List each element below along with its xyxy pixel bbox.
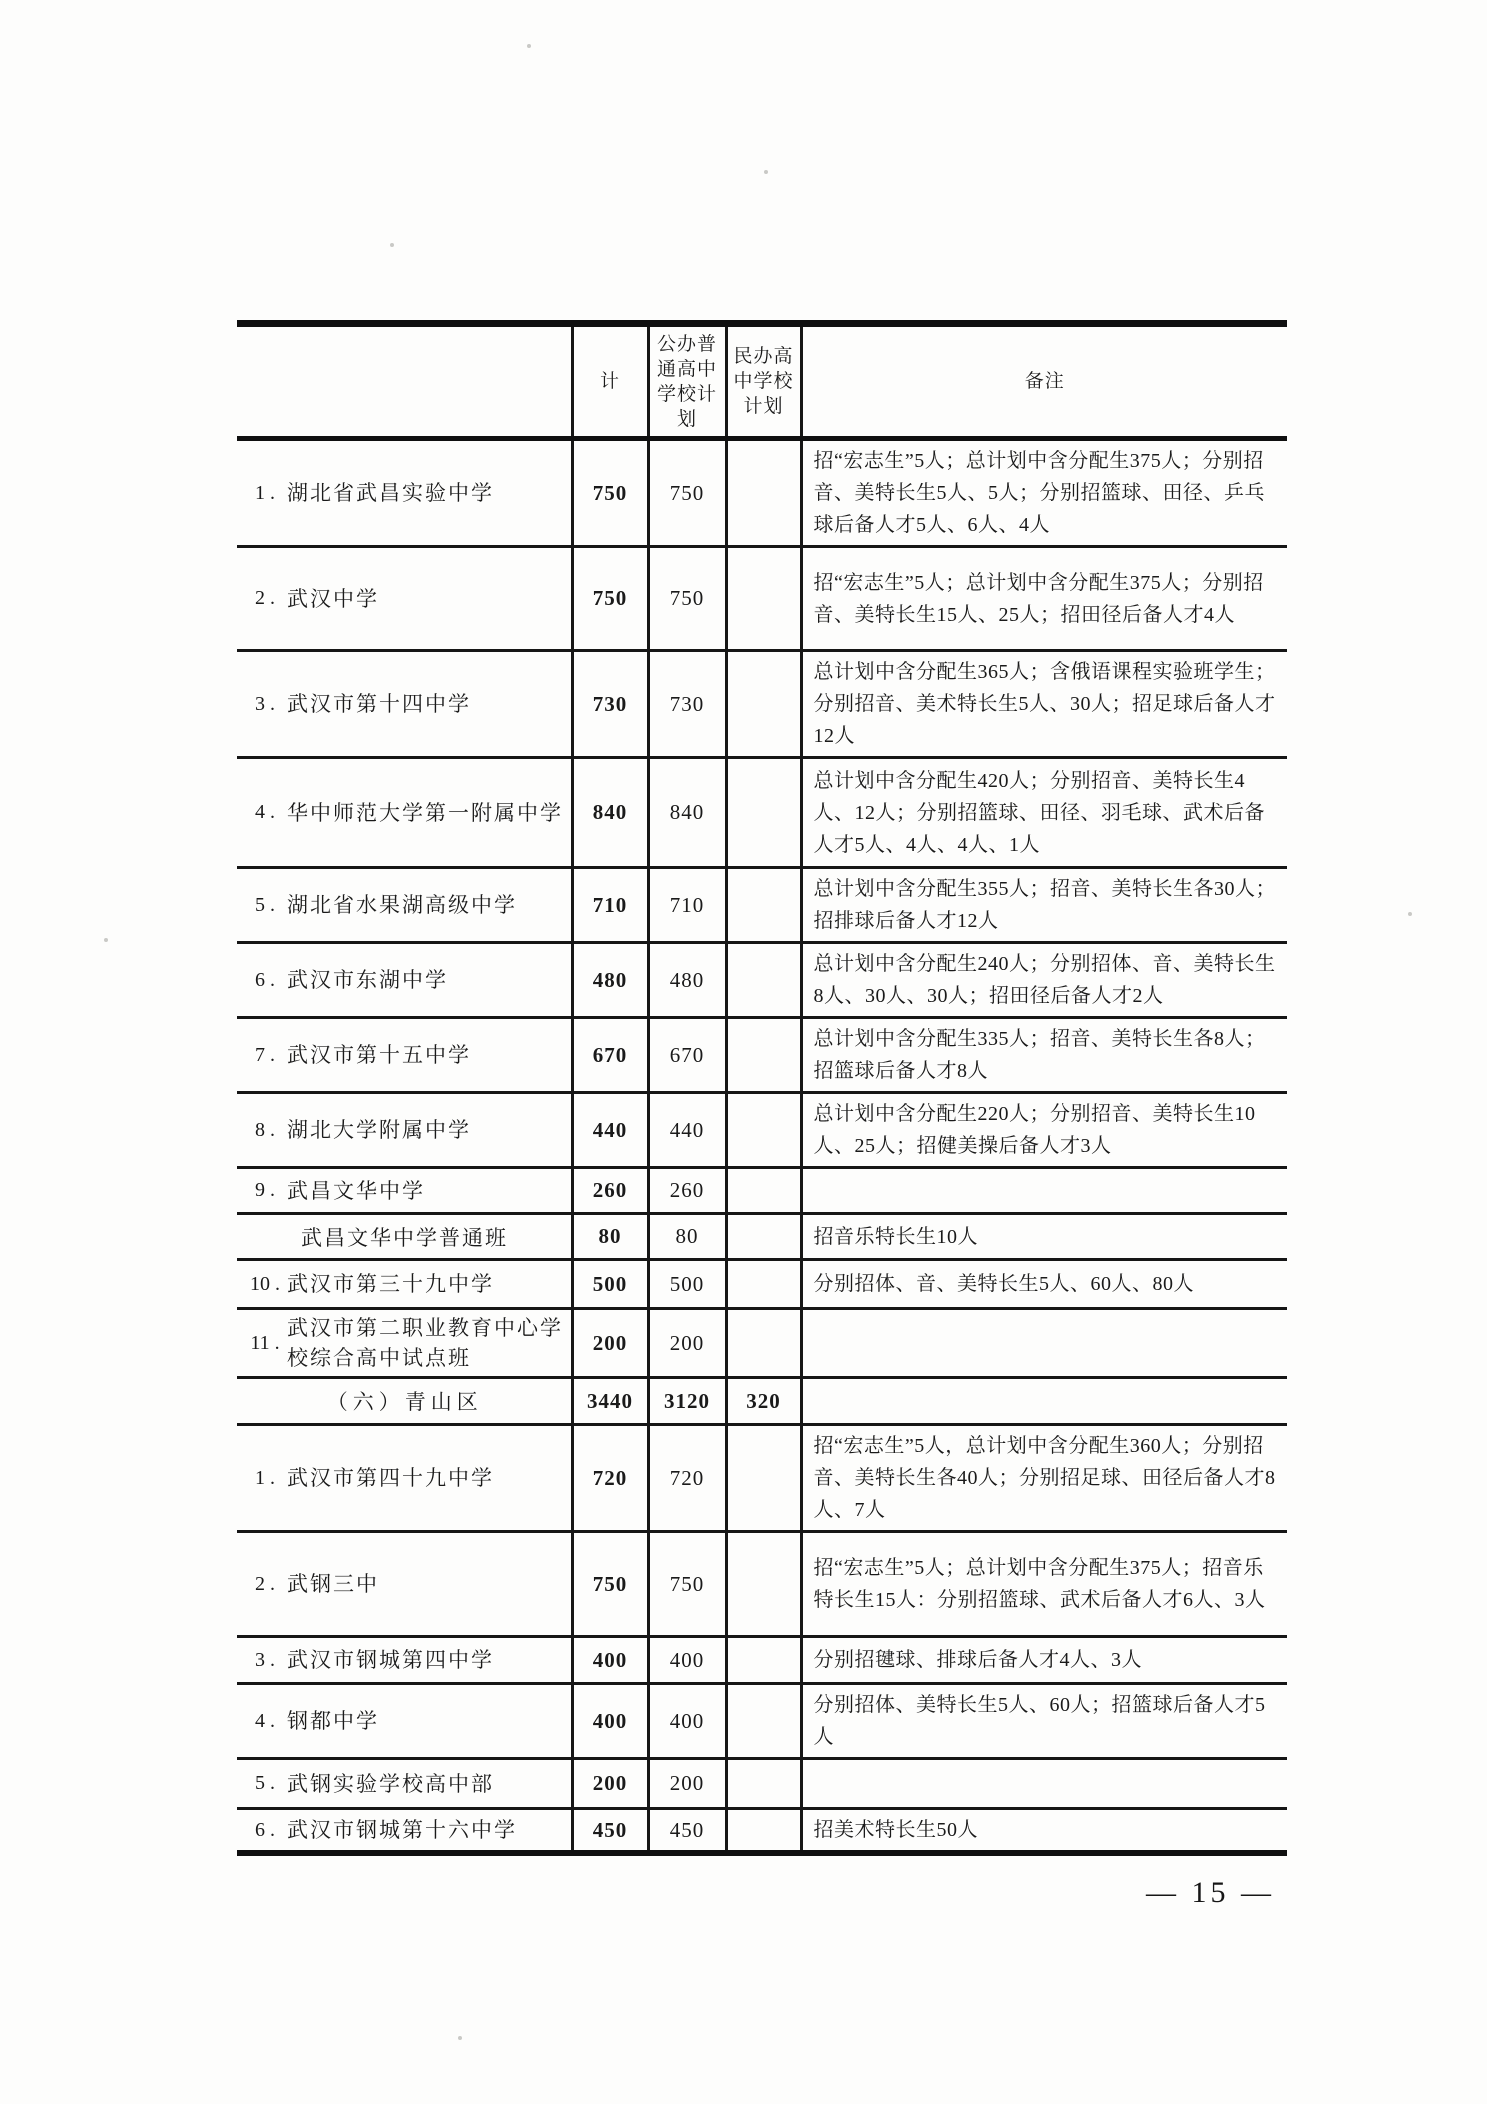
school-row <box>237 868 1287 943</box>
school-name-cell <box>237 1759 572 1809</box>
row-number: 10 . <box>250 1272 280 1295</box>
remark-cell: 总计划中含分配生220人；分别招音、美特长生10人、25人；招健美操后备人才3人 <box>801 1093 1287 1168</box>
total-cell: 710 <box>572 868 648 943</box>
school-name-cell <box>237 547 572 651</box>
school-name: 武汉市东湖中学 <box>287 968 448 992</box>
school-name: 武汉市钢城第十六中学 <box>287 1818 517 1842</box>
school-name: 武钢实验学校高中部 <box>287 1771 494 1796</box>
header-public-plan: 公办普通高中学校计划 <box>648 324 726 439</box>
school-name: 华中师范大学第一附属中学 <box>287 800 563 825</box>
row-number: 2 . <box>255 587 275 609</box>
school-name-cell <box>237 758 572 868</box>
school-row <box>237 1637 1287 1684</box>
private-plan-cell <box>726 1214 801 1260</box>
school-name-cell <box>237 1532 572 1637</box>
remark-cell: 招“宏志生”5人；总计划中含分配生375人；分别招音、美特长生5人、5人；分别招篮球、田径、乒乓球后备人才5人、6人、4人 <box>801 439 1287 547</box>
school-name: 武汉市第四十九中学 <box>287 1466 494 1490</box>
district-name-cell: （六）青山区 <box>237 1378 572 1425</box>
row-number: 8 . <box>255 1118 275 1141</box>
total-cell: 440 <box>572 1093 648 1168</box>
public-plan-cell: 440 <box>648 1093 726 1168</box>
total-cell: 750 <box>572 439 648 547</box>
school-row <box>237 758 1287 868</box>
scan-speck <box>104 938 108 942</box>
public-plan-cell: 750 <box>648 439 726 547</box>
school-row <box>237 1759 1287 1809</box>
total-cell: 400 <box>572 1684 648 1759</box>
remark-cell: 总计划中含分配生365人；含俄语课程实验班学生；分别招音、美术特长生5人、30人；招足球后备人才12人 <box>801 651 1287 758</box>
school-row <box>237 943 1287 1018</box>
remark-cell <box>801 1378 1287 1425</box>
scan-speck <box>458 2036 462 2040</box>
school-name: 湖北大学附属中学 <box>287 1118 471 1142</box>
header-total: 计 <box>572 324 648 439</box>
private-plan-cell <box>726 1309 801 1378</box>
school-row <box>237 1309 1287 1378</box>
school-name-cell <box>237 1425 572 1532</box>
remark-cell <box>801 1309 1287 1378</box>
school-row <box>237 1214 1287 1260</box>
school-name: 湖北省武昌实验中学 <box>287 481 494 505</box>
remark-cell: 总计划中含分配生240人；分别招体、音、美特长生8人、30人、30人；招田径后备人才2人 <box>801 943 1287 1018</box>
school-name: 武汉市第十五中学 <box>287 1043 471 1067</box>
row-number: 6 . <box>255 968 275 991</box>
row-number: 4 . <box>255 1709 275 1732</box>
remark-cell: 总计划中含分配生335人；招音、美特长生各8人；招篮球后备人才8人 <box>801 1018 1287 1093</box>
public-plan-cell: 3120 <box>648 1378 726 1425</box>
total-cell: 840 <box>572 758 648 868</box>
private-plan-cell <box>726 1684 801 1759</box>
remark-cell <box>801 1168 1287 1214</box>
remark-cell: 分别招体、音、美特长生5人、60人、80人 <box>801 1260 1287 1309</box>
page-number: — 15 — <box>1146 1876 1275 1909</box>
public-plan-cell: 840 <box>648 758 726 868</box>
private-plan-cell <box>726 1093 801 1168</box>
table-header-row <box>237 324 1287 439</box>
school-name-cell <box>237 1809 572 1854</box>
school-row <box>237 1532 1287 1637</box>
scan-speck <box>390 243 394 247</box>
public-plan-cell: 720 <box>648 1425 726 1532</box>
private-plan-cell <box>726 868 801 943</box>
remark-cell: 总计划中含分配生420人；分别招音、美特长生4人、12人；分别招篮球、田径、羽毛球、武术后备人才5人、4人、4人、1人 <box>801 758 1287 868</box>
total-cell: 200 <box>572 1309 648 1378</box>
header-remark: 备注 <box>801 324 1287 439</box>
private-plan-cell <box>726 1759 801 1809</box>
private-plan-cell <box>726 758 801 868</box>
total-cell: 750 <box>572 1532 648 1637</box>
school-name: 武汉市第三十九中学 <box>287 1272 494 1296</box>
school-name-cell <box>237 1168 572 1214</box>
public-plan-cell: 750 <box>648 547 726 651</box>
private-plan-cell: 320 <box>726 1378 801 1425</box>
row-number: 3 . <box>255 692 275 715</box>
school-name-cell <box>237 439 572 547</box>
remark-cell: 分别招毽球、排球后备人才4人、3人 <box>801 1637 1287 1684</box>
public-plan-cell: 80 <box>648 1214 726 1260</box>
row-number: 6 . <box>255 1818 275 1841</box>
school-name-cell <box>237 1018 572 1093</box>
school-row <box>237 1018 1287 1093</box>
school-name: 湖北省水果湖高级中学 <box>287 893 517 917</box>
public-plan-cell: 730 <box>648 651 726 758</box>
header-school-name <box>237 324 572 439</box>
total-cell: 730 <box>572 651 648 758</box>
remark-cell: 招“宏志生”5人；总计划中含分配生375人；分别招音、美特长生15人、25人；招田径后备人才4人 <box>801 547 1287 651</box>
total-cell: 200 <box>572 1759 648 1809</box>
public-plan-cell: 710 <box>648 868 726 943</box>
school-name: 武汉市第二职业教育中心学校综合高中试点班 <box>287 1316 563 1370</box>
school-name-cell <box>237 1093 572 1168</box>
row-number: 7 . <box>255 1043 275 1066</box>
school-name-cell <box>237 943 572 1018</box>
school-row <box>237 1168 1287 1214</box>
school-name: 武汉市第十四中学 <box>287 692 471 716</box>
public-plan-cell: 260 <box>648 1168 726 1214</box>
school-name: 武汉中学 <box>287 586 379 611</box>
school-name: 武汉市钢城第四中学 <box>287 1648 494 1672</box>
row-number: 1 . <box>255 481 275 504</box>
school-name-cell <box>237 868 572 943</box>
school-name-cell: 武昌文华中学普通班 <box>237 1214 572 1260</box>
remark-cell: 招“宏志生”5人；总计划中含分配生375人；招音乐特长生15人：分别招篮球、武术后备人才6人、3人 <box>801 1532 1287 1637</box>
school-row <box>237 1425 1287 1532</box>
private-plan-cell <box>726 651 801 758</box>
remark-cell: 招美术特长生50人 <box>801 1809 1287 1854</box>
total-cell: 480 <box>572 943 648 1018</box>
school-row <box>237 1684 1287 1759</box>
private-plan-cell <box>726 1532 801 1637</box>
remark-cell: 招“宏志生”5人，总计划中含分配生360人；分别招音、美特长生各40人；分别招足球、田径后备人才8人、7人 <box>801 1425 1287 1532</box>
school-row <box>237 651 1287 758</box>
row-number: 5 . <box>255 893 275 916</box>
scan-speck <box>527 44 531 48</box>
school-row <box>237 1809 1287 1854</box>
private-plan-cell <box>726 1018 801 1093</box>
row-number: 3 . <box>255 1648 275 1671</box>
row-number: 2 . <box>255 1572 275 1595</box>
school-name: 武钢三中 <box>287 1572 379 1596</box>
total-cell: 400 <box>572 1637 648 1684</box>
public-plan-cell: 200 <box>648 1309 726 1378</box>
school-name-cell <box>237 651 572 758</box>
total-cell: 3440 <box>572 1378 648 1425</box>
private-plan-cell <box>726 1425 801 1532</box>
school-name-cell <box>237 1260 572 1309</box>
total-cell: 720 <box>572 1425 648 1532</box>
public-plan-cell: 400 <box>648 1637 726 1684</box>
public-plan-cell: 400 <box>648 1684 726 1759</box>
scan-speck <box>1408 912 1412 916</box>
school-row <box>237 439 1287 547</box>
enrollment-table <box>237 320 1287 1856</box>
total-cell: 260 <box>572 1168 648 1214</box>
private-plan-cell <box>726 1637 801 1684</box>
remark-cell: 总计划中含分配生355人；招音、美特长生各30人；招排球后备人才12人 <box>801 868 1287 943</box>
row-number: 4 . <box>255 801 275 823</box>
school-row <box>237 1093 1287 1168</box>
public-plan-cell: 500 <box>648 1260 726 1309</box>
row-number: 1 . <box>255 1466 275 1489</box>
private-plan-cell <box>726 1168 801 1214</box>
total-cell: 80 <box>572 1214 648 1260</box>
row-number: 9 . <box>255 1179 275 1201</box>
total-cell: 500 <box>572 1260 648 1309</box>
remark-cell: 分别招体、美特长生5人、60人；招篮球后备人才5人 <box>801 1684 1287 1759</box>
total-cell: 670 <box>572 1018 648 1093</box>
school-row <box>237 1260 1287 1309</box>
public-plan-cell: 670 <box>648 1018 726 1093</box>
private-plan-cell <box>726 439 801 547</box>
school-name: 钢都中学 <box>287 1709 379 1733</box>
enrollment-plan-table <box>237 320 1287 1856</box>
school-name: 武昌文华中学 <box>287 1178 425 1203</box>
row-number: 11 . <box>250 1331 280 1354</box>
school-row <box>237 547 1287 651</box>
school-name-cell <box>237 1309 572 1378</box>
remark-cell <box>801 1759 1287 1809</box>
public-plan-cell: 450 <box>648 1809 726 1854</box>
public-plan-cell: 750 <box>648 1532 726 1637</box>
remark-cell: 招音乐特长生10人 <box>801 1214 1287 1260</box>
scan-speck <box>764 170 768 174</box>
school-name-cell <box>237 1684 572 1759</box>
header-private-plan: 民办高中学校计划 <box>726 324 801 439</box>
private-plan-cell <box>726 943 801 1018</box>
school-name-cell <box>237 1637 572 1684</box>
private-plan-cell <box>726 1260 801 1309</box>
public-plan-cell: 200 <box>648 1759 726 1809</box>
private-plan-cell <box>726 1809 801 1854</box>
public-plan-cell: 480 <box>648 943 726 1018</box>
district-summary-row <box>237 1378 1287 1425</box>
total-cell: 450 <box>572 1809 648 1854</box>
total-cell: 750 <box>572 547 648 651</box>
private-plan-cell <box>726 547 801 651</box>
row-number: 5 . <box>255 1772 275 1794</box>
